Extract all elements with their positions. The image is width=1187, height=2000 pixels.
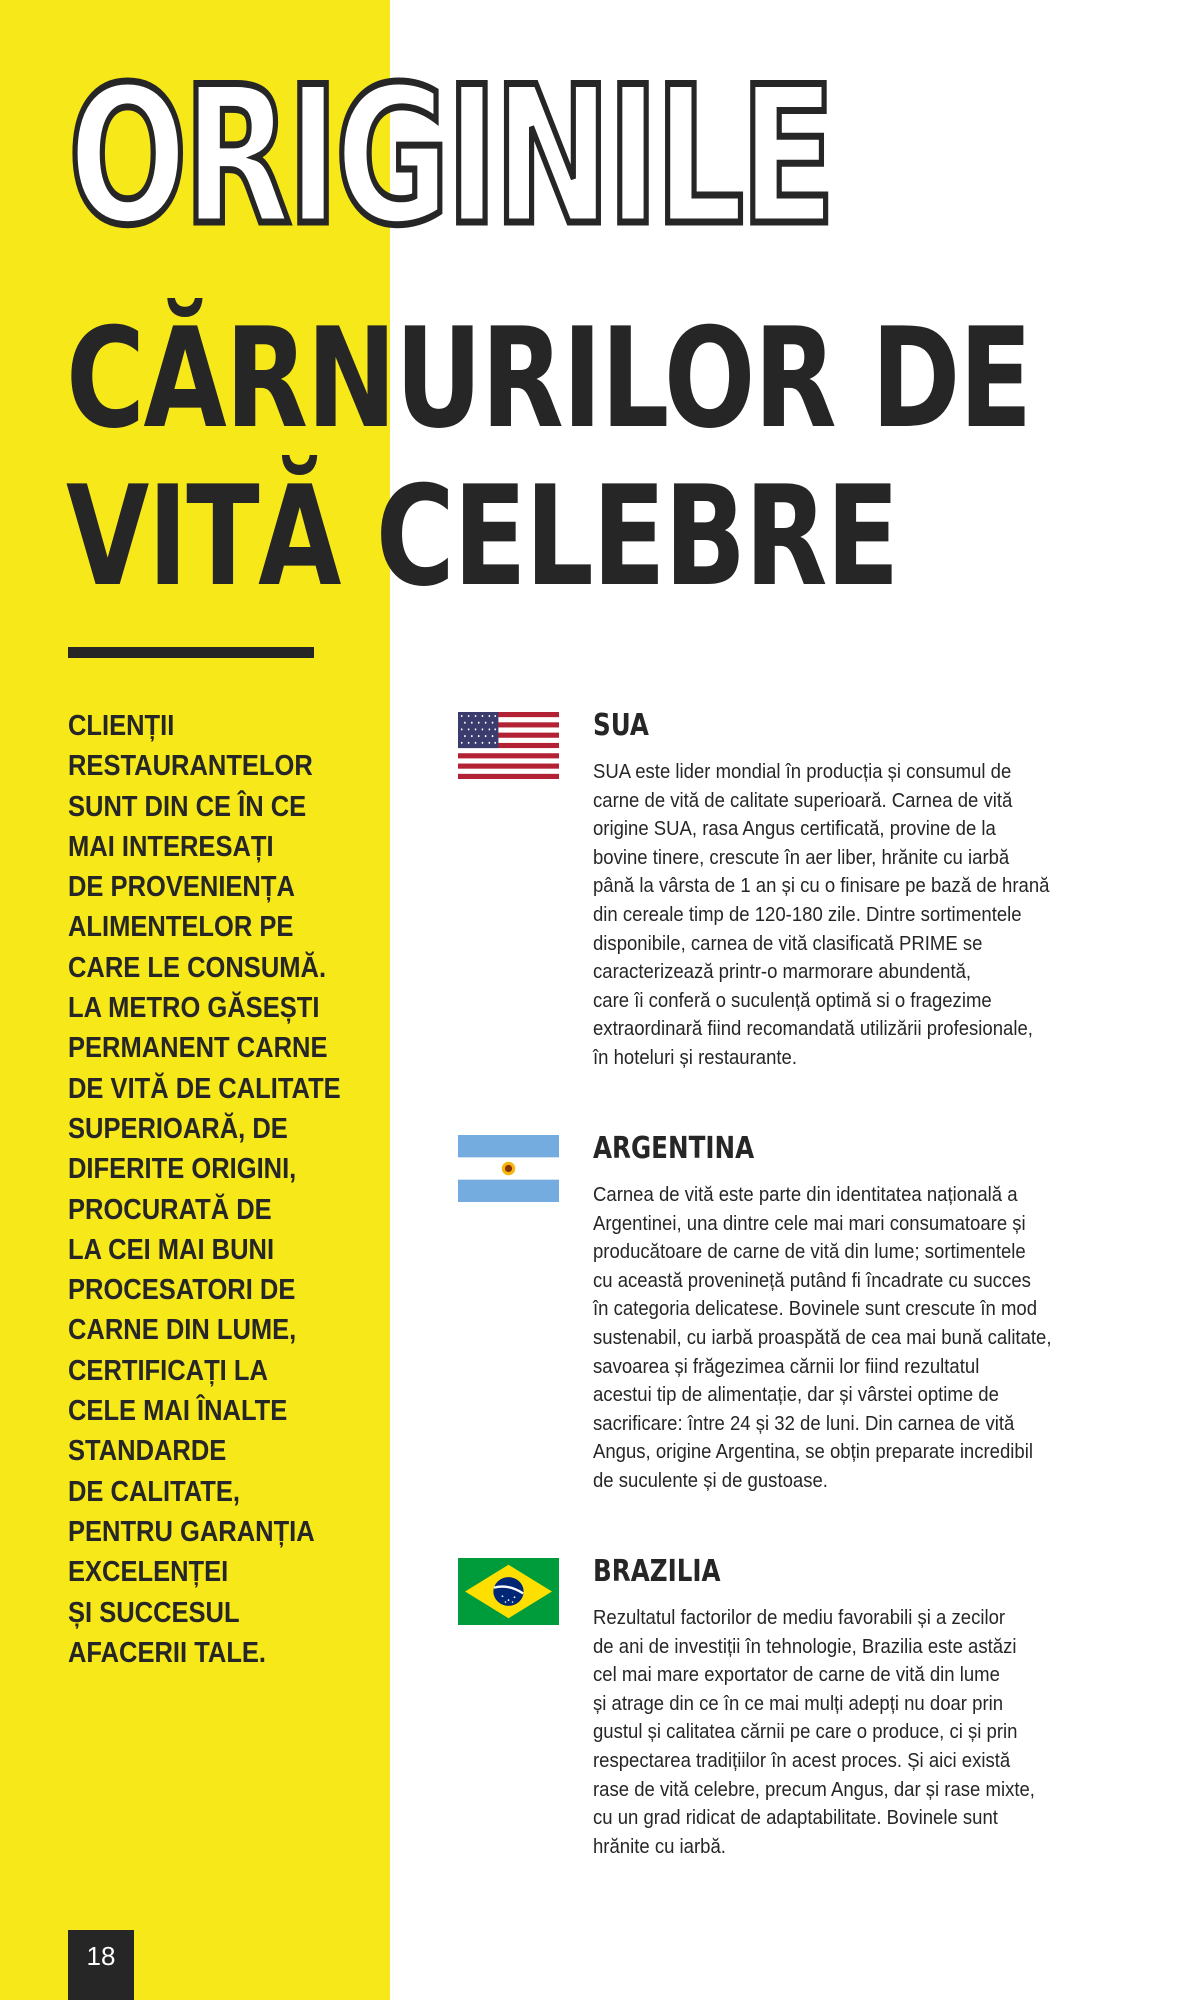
title-line-2: CĂRNURILOR DE — [66, 298, 1031, 459]
text-line: acestui tip de alimentație, dar și vârstei optime de — [593, 1383, 999, 1407]
intro-line: MAI INTERESAȚI — [68, 830, 274, 863]
text-line: gustul și calitatea cărnii pe care o produce, ci și prin — [593, 1720, 1018, 1744]
intro-line: DE PROVENIENȚA — [68, 871, 295, 904]
text-line: caracterizează printr-o marmorare abundentă, — [593, 960, 972, 984]
page-number: 18 — [68, 1930, 134, 2000]
title-originile: ORIGINILE — [68, 46, 832, 267]
intro-line: DE VITĂ DE CALITATE — [68, 1072, 341, 1105]
intro-line: AFACERII TALE. — [68, 1636, 267, 1669]
country-title-brazilia: BRAZILIA — [593, 1554, 721, 1589]
text-line: producătoare de carne de vită din lume; sortimentele — [593, 1240, 1026, 1264]
text-line: sustenabil, cu iarbă proaspătă de cea mai bună calitate, — [593, 1325, 1052, 1349]
intro-line: LA CEI MAI BUNI — [68, 1233, 275, 1266]
text-line: rase de vită celebre, precum Angus, dar și rase mixte, — [593, 1777, 1035, 1801]
intro-line: ȘI SUCCESUL — [68, 1596, 240, 1629]
text-line: până la vârsta de 1 an și cu o finisare pe bază de hrană — [593, 874, 1050, 898]
brazil-flag-icon — [458, 1558, 559, 1625]
intro-line: PERMANENT CARNE — [68, 1032, 328, 1065]
text-line: de suculente și de gustoase. — [593, 1468, 828, 1492]
text-line: SUA este lider mondial în producția și consumul de — [593, 760, 1012, 783]
text-line: în categoria delicatese. Bovinele sunt crescute în mod — [593, 1297, 1038, 1321]
intro-line: LA METRO GĂSEȘTI — [68, 992, 320, 1025]
text-line: și atrage din ce în ce mai mulți adepți nu doar prin — [593, 1691, 1004, 1715]
country-title-argentina: ARGENTINA — [593, 1131, 755, 1166]
country-text-brazilia — [593, 1604, 1153, 1861]
country-text-argentina — [593, 1181, 1153, 1496]
intro-line: CARE LE CONSUMĂ. — [68, 951, 327, 984]
intro-line: DIFERITE ORIGINI, — [68, 1153, 297, 1186]
text-line: extraordinară fiind recomandată utilizării profesionale, — [593, 1017, 1033, 1041]
text-line: cu această provenineță putând fi încadrate cu succes — [593, 1268, 1031, 1292]
intro-line: EXCELENȚEI — [68, 1556, 229, 1589]
text-line: hrănite cu iarbă. — [593, 1834, 726, 1858]
text-line: de ani de investiții în tehnologie, Brazilia este astăzi — [593, 1634, 1017, 1658]
intro-text — [68, 706, 368, 1673]
text-line: din cereale timp de 120-180 zile. Dintre sortimentele — [593, 902, 1022, 926]
text-line: Rezultatul factorilor de mediu favorabili și a zecilor — [593, 1606, 1006, 1629]
intro-line: PENTRU GARANȚIA — [68, 1515, 315, 1548]
text-line: sacrificare: între 24 și 32 de luni. Din carnea de vită — [593, 1411, 1015, 1435]
text-line: Angus, origine Argentina, se obțin preparate incredibil — [593, 1440, 1033, 1464]
text-line: în hoteluri și restaurante. — [593, 1045, 797, 1069]
text-line: Carnea de vită este parte din identitatea națională a — [593, 1183, 1018, 1206]
country-title-sua: SUA — [593, 708, 649, 743]
text-line: cu un grad ridicat de adaptabilitate. Bovinele sunt — [593, 1806, 998, 1830]
text-line: bovine tinere, crescute în aer liber, hrănite cu iarbă — [593, 845, 1010, 869]
text-line: disponibile, carnea de vită clasificată PRIME se — [593, 931, 983, 955]
intro-line: ALIMENTELOR PE — [68, 911, 294, 944]
page-title — [66, 300, 1031, 616]
usa-flag-icon — [458, 712, 559, 779]
intro-line: CELE MAI ÎNALTE — [68, 1395, 288, 1428]
intro-line: PROCURATĂ DE — [68, 1193, 272, 1226]
intro-line: SUPERIOARĂ, DE — [68, 1112, 288, 1145]
text-line: origine SUA, rasa Angus certificată, provine de la — [593, 817, 996, 841]
intro-line: CERTIFICAȚI LA — [68, 1354, 268, 1387]
text-line: savoarea și frăgezimea cărnii lor fiind rezultatul — [593, 1354, 980, 1378]
intro-line: CLIENȚII — [68, 710, 175, 742]
title-line-3: VITĂ CELEBRE — [66, 456, 898, 617]
intro-line: RESTAURANTELOR — [68, 750, 313, 783]
country-text-sua — [593, 758, 1153, 1073]
text-line: carne de vită de calitate superioară. Carnea de vită — [593, 788, 1013, 812]
intro-line: SUNT DIN CE ÎN CE — [68, 790, 307, 823]
argentina-flag-icon — [458, 1135, 559, 1202]
intro-line: STANDARDE — [68, 1435, 227, 1468]
text-line: cel mai mare exportator de carne de vită din lume — [593, 1663, 1000, 1687]
intro-line: PROCESATORI DE — [68, 1274, 296, 1307]
intro-line: DE CALITATE, — [68, 1475, 241, 1508]
text-line: care îi conferă o suculență optimă si o fragezime — [593, 988, 992, 1012]
intro-line: CARNE DIN LUME, — [68, 1314, 297, 1347]
text-line: Argentinei, una dintre cele mai mari consumatoare și — [593, 1211, 1026, 1235]
text-line: respectarea tradițiilor în acest proces. Și aici există — [593, 1748, 1011, 1772]
title-divider — [68, 647, 314, 658]
